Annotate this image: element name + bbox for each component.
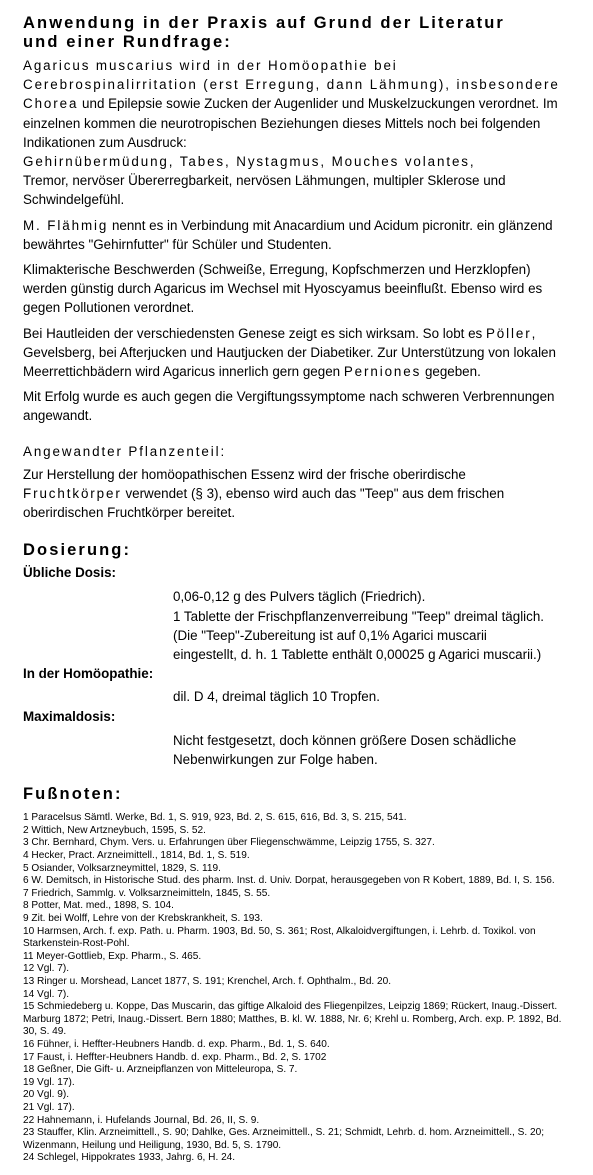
dose-line: eingestellt, d. h. 1 Tablette enthält 0,00025 g Agarici muscarii.): [173, 647, 542, 663]
footnote-item: 15 Schmiedeberg u. Koppe, Das Muscarin, das giftige Alkaloid des Fliegenpilzes, Leipzig 1869; Rückert, Inaug.-Dissert. Marburg 1872; Petri, Inaug.-Dissert. Bern 1880; Matthes, B. kl. W. 1888, Nr. 6; Krehl u. Romberg, Arch. exp. P. 1892, Bd. 30, S. 49.: [23, 1001, 562, 1038]
footnote-item: 13 Ringer u. Morshead, Lancet 1877, S. 191; Krenchel, Arch. f. Ophthalm., Bd. 20.: [23, 976, 392, 988]
footnote-item: 19 Vgl. 17).: [23, 1076, 75, 1088]
anwendung-body: [23, 56, 571, 426]
footnote-item: 14 Vgl. 7).: [23, 988, 70, 1000]
paragraph-text: Tremor, nervöser Übererregbarkeit, nervösen Lähmungen, multipler Sklerose und Schwindelgefühl.: [23, 173, 506, 208]
footnote-item: 7 Friedrich, Sammlg. v. Volksarzneimitteln, 1845, S. 55.: [23, 887, 271, 899]
footnote-item: 2 Wittich, New Artzneybuch, 1595, S. 52.: [23, 824, 206, 836]
dose-usual: [23, 587, 571, 664]
label-uebliche-dosis: Übliche Dosis:: [23, 565, 117, 581]
footnote-item: 12 Vgl. 7).: [23, 963, 70, 975]
pflanzenteil-body: [23, 465, 571, 523]
dose-line: Nicht festgesetzt, doch können größere Dosen schädliche: [173, 732, 517, 748]
paragraph-indications: [23, 56, 571, 210]
subheading-pflanzenteil: Angewandter Pflanzenteil:: [23, 443, 227, 459]
paragraph-verbrennungen: Mit Erfolg wurde es auch gegen die Vergiftungssymptome nach schweren Verbrennungen angewandt.: [23, 389, 555, 424]
document-page: [23, 14, 571, 1165]
paragraph-flaehmig: [23, 216, 571, 254]
author-name: Pöller: [485, 325, 532, 341]
section-heading-dosierung: Dosierung:: [23, 541, 132, 560]
spaced-text: Fruchtkörper: [23, 485, 122, 501]
dose-line: 1 Tablette der Frischpflanzenverreibung "Teep" dreimal täglich.: [173, 608, 545, 624]
footnote-item: 22 Hahnemann, i. Hufelands Journal, Bd. 26, II, S. 9.: [23, 1114, 260, 1126]
author-name: M. Flähmig: [23, 217, 109, 233]
dose-line: (Die "Teep"-Zubereitung ist auf 0,1% Agarici muscarii: [173, 627, 487, 643]
paragraph-text: Zur Herstellung der homöopathischen Essenz wird der frische oberirdische: [23, 466, 466, 482]
paragraph-text: gegeben.: [421, 364, 481, 380]
spaced-text: Agaricus muscarius wird in der Homöopathie bei Cerebrospinalirritation (erst Erregung, dann Lähmung), insbesondere Chorea: [23, 58, 560, 112]
paragraph-text: Bei Hautleiden der verschiedensten Genese zeigt es sich wirksam. So lobt es: [23, 325, 486, 341]
footnote-item: 21 Vgl. 17).: [23, 1101, 75, 1113]
footnote-item: 1 Paracelsus Sämtl. Werke, Bd. 1, S. 919, 923, Bd. 2, S. 615, 616, Bd. 3, S. 215, 541.: [23, 812, 407, 824]
footnote-item: 23 Stauffer, Klin. Arzneimittell., S. 90; Dahlke, Ges. Arzneimittell., S. 21; Schmidt, Lehrb. d. hom. Arzneimittell., S. 20; Wizenmann, Heilung und Heiligung, 1930, Bd. 5, S. 1790.: [23, 1127, 544, 1151]
footnote-item: 9 Zit. bei Wolff, Lehre von der Krebskrankheit, S. 193.: [23, 913, 263, 925]
footnote-item: 5 Osiander, Volksarzneymittel, 1829, S. 119.: [23, 862, 221, 874]
heading-line-2: und einer Rundfrage:: [23, 33, 232, 51]
paragraph-text: nennt es in Verbindung mit Anacardium und Acidum picronitr. ein glänzend bewährtes "Gehirnfutter" für Schüler und Studenten.: [23, 217, 553, 252]
dose-line: 0,06-0,12 g des Pulvers täglich (Friedrich).: [173, 589, 426, 605]
paragraph-text: und Epilepsie sowie Zucken der Augenlider und Muskelzuckungen verordnet. Im einzelnen kommen die neurotropischen Beziehungen dieses Mittels noch bei folgenden Indikationen zum Ausdruck:: [23, 96, 558, 150]
dose-maximum: [23, 731, 571, 769]
spaced-text: Gehirnübermüdung, Tabes, Nystagmus, Mouches volantes,: [23, 154, 476, 170]
paragraph-text: verwendet (§ 3), ebenso wird auch das "Teep" aus dem frischen oberirdischen Fruchtkörper bereitet.: [23, 485, 505, 521]
paragraph-herstellung: [23, 465, 571, 523]
section-heading-anwendung: [23, 14, 571, 52]
dose-homoeopathy: dil. D 4, dreimal täglich 10 Tropfen.: [173, 689, 380, 705]
footnote-item: 3 Chr. Bernhard, Chym. Vers. u. Erfahrungen über Fliegenschwämme, Leipzig 1755, S. 327.: [23, 837, 435, 849]
section-heading-fussnoten: Fußnoten:: [23, 785, 123, 804]
footnote-list: [23, 812, 571, 1165]
footnote-item: 4 Hecker, Pract. Arzneimittell., 1814, Bd. 1, S. 519.: [23, 850, 250, 862]
footnote-item: 10 Harmsen, Arch. f. exp. Path. u. Pharm. 1903, Bd. 50, S. 361; Rost, Alkaloidvergiftungen, i. Lehrb. d. Toxikol. von Starkenstein-Rost-Pohl.: [23, 925, 536, 950]
footnote-item: 20 Vgl. 9).: [23, 1089, 70, 1101]
spaced-text: Perniones: [343, 364, 422, 380]
label-maximaldosis: Maximaldosis:: [23, 708, 116, 724]
footnote-item: 11 Meyer-Gottlieb, Exp. Pharm., S. 465.: [23, 950, 202, 962]
footnote-item: 24 Schlegel, Hippokrates 1933, Jahrg. 6, H. 24.: [23, 1152, 236, 1164]
label-homoeopathie: In der Homöopathie:: [23, 666, 154, 682]
footnote-item: 6 W. Demitsch, in Historische Stud. des pharm. Inst. d. Univ. Dorpat, herausgegeben von R Kobert, 1889, Bd. I, S. 156.: [23, 875, 555, 887]
footnote-item: 8 Potter, Mat. med., 1898, S. 104.: [23, 900, 174, 912]
paragraph-klimakterium: Klimakterische Beschwerden (Schweiße, Erregung, Kopfschmerzen und Herzklopfen) werden günstig durch Agaricus im Wechsel mit Hyoscyamus beeinflußt. Ebenso wird es gegen Pollutionen verordnet.: [23, 262, 543, 316]
footnote-item: 18 Geßner, Die Gift- u. Arzneipflanzen von Mitteleuropa, S. 7.: [23, 1064, 298, 1076]
paragraph-text: , Gevelsberg, bei Afterjucken und Hautjucken der Diabetiker. Zur Unterstützung von lokalen Meerrettichbädern wird Agaricus innerlich gern gegen: [23, 325, 556, 380]
dosierung-block: [23, 563, 571, 769]
paragraph-hautleiden: [23, 324, 571, 382]
dose-line: Nebenwirkungen zur Folge haben.: [173, 752, 378, 768]
footnote-item: 16 Fühner, i. Heffter-Heubners Handb. d. exp. Pharm., Bd. 1, S. 640.: [23, 1038, 330, 1050]
heading-line-1: Anwendung in der Praxis auf Grund der Literatur: [23, 14, 505, 32]
footnote-item: 17 Faust, i. Heffter-Heubners Handb. d. exp. Pharm., Bd. 2, S. 1702: [23, 1051, 327, 1063]
